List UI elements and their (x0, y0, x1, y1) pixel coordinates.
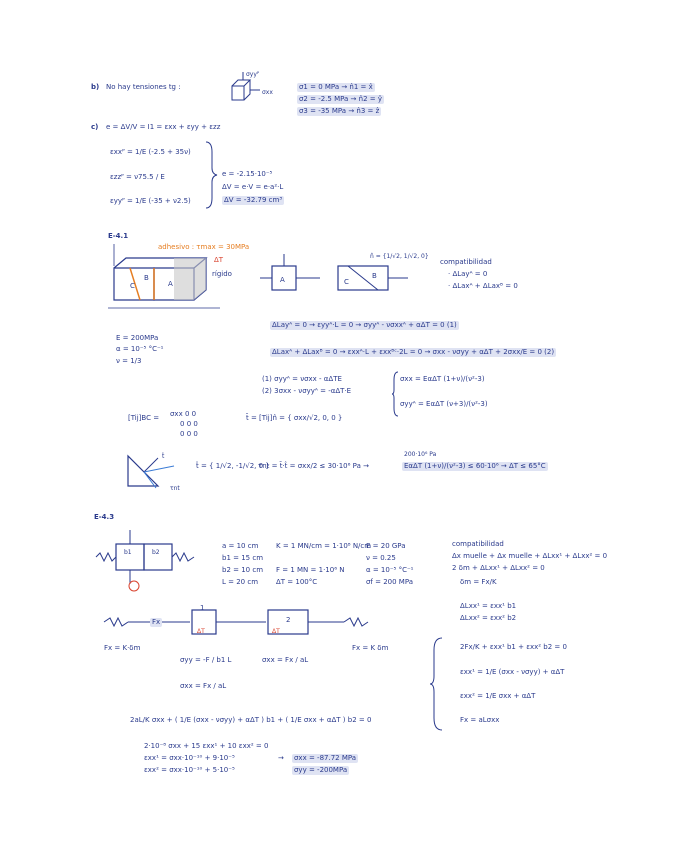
e43-block1-dT: ΔT (197, 628, 205, 635)
e43-p21: F = 1 MN = 1·10⁶ N (276, 566, 345, 574)
e41-tau-line: τnt = t̄·t̂ = σxx/2 ≤ 30·10⁶ Pa → (258, 462, 369, 470)
e41-block-diagram (100, 238, 240, 318)
e43-compat-2: δm = Fx/K (460, 578, 497, 586)
fbd-a: A (280, 276, 285, 284)
tensor-22: 0 (193, 430, 198, 438)
e41-rigid: rígido (212, 270, 232, 278)
e43-block1: 1 (200, 604, 205, 612)
e43-right-1: εxx¹ = 1/E (σxx - νσyy) + αΔT (460, 668, 565, 676)
result-dv2: ΔV = -32.79 cm³ (224, 196, 283, 204)
e41-adhesive: adhesivo : τmax = 30MPa (158, 243, 250, 251)
e41-param-alpha: α = 10⁻⁵ °C⁻¹ (116, 345, 164, 353)
tensor-01: 0 (184, 410, 190, 418)
e41-label-b: B (144, 274, 149, 282)
strain-xx: εxxᴾ = 1/E (-2.5 + 35ν) (110, 148, 191, 156)
e43-fk-left: Fx = K·δm (104, 644, 141, 652)
e43-p02: E = 20 GPa (366, 542, 406, 550)
e43-stress2-xx: σxx = Fx / aL (262, 656, 309, 664)
e41-tensor-label: [Tij]BC = (128, 414, 160, 422)
e43-right-0: 2Fx/K + εxx¹ b1 + εxx² b2 = 0 (460, 643, 567, 651)
e43-compat-4: ΔLxx² = εxx² b2 (460, 614, 517, 622)
e41-eq1: ΔLayᴬ = 0 → εyyᴬ·L = 0 → σyyᴬ - νσxxᴬ + αΔT = 0 (1) (272, 321, 457, 329)
e43-p01: K = 1 MN/cm = 1·10⁸ N/cm (276, 542, 372, 550)
section-b-eq1: σ1 = 0 MPa → n̂1 = x̂ (299, 83, 373, 91)
result-dv1: ΔV = e·V = e·a²·L (222, 183, 284, 191)
e43-final-0: 2·10⁻⁸ σxx + 15 εxx¹ + 10 εxx² = 0 (144, 742, 269, 750)
tensor-21: 0 (186, 430, 192, 438)
e43-stress1-yy: σyy = -F / b1 L (180, 656, 232, 664)
e41-pa: 200·10⁶ Pa (404, 451, 437, 458)
e41-param-nu: ν = 1/3 (116, 357, 142, 365)
tensor-11: 0 (186, 420, 192, 428)
e43-p12: ν = 0.25 (366, 554, 396, 562)
e41-compat-title: compatibilidad (440, 258, 492, 266)
e43-free-body-diagram (100, 606, 390, 640)
e41-param-E: E = 200MPa (116, 334, 159, 342)
e43-fk-right: Fx = K δm (352, 644, 389, 652)
e41-wedge-tnt: τnt (170, 485, 180, 492)
brace-icon (204, 140, 218, 210)
e43-p32: σf = 200 MPa (366, 578, 414, 586)
e41-tensor-r2 (180, 430, 198, 439)
e43-compat-1: 2 δm + ΔLxx¹ + ΔLxx² = 0 (452, 564, 545, 572)
e41-label-a: A (168, 280, 173, 288)
e43-p10: b1 = 15 cm (222, 554, 264, 562)
e43-b2: b2 (152, 549, 160, 556)
e41-label-c: C (130, 282, 135, 290)
e43-p20: b2 = 10 cm (222, 566, 264, 574)
fbd-c: C (344, 278, 349, 286)
e43-big-eq: 2aL/K σxx + ( 1/E (σxx - νσyy) + αΔT ) b1 + ( 1/E σxx + αΔT ) b2 = 0 (130, 716, 372, 724)
e43-compat-title: compatibilidad (452, 540, 504, 548)
e43-final-1: εxx¹ = σxx·10⁻¹⁰ + 9·10⁻⁵ (144, 754, 235, 762)
e43-p22: α = 10⁻⁵ °C⁻¹ (366, 566, 414, 574)
e41-tensor-r0 (170, 410, 196, 419)
e43-answer-yy: σyy = -200MPa (294, 766, 348, 774)
e41-wedge-t: t̂ (162, 453, 165, 460)
section-b-text: No hay tensiones tg : (106, 83, 181, 91)
tensor-10: 0 (180, 420, 185, 428)
e43-right-3: Fx = aLσxx (460, 716, 500, 724)
section-c-label: c) (91, 123, 99, 131)
e41-label: E-4.1 (108, 232, 129, 240)
result-e: e = -2.15·10⁻⁵ (222, 170, 273, 178)
section-b-eq3: σ3 = -35 MPa → n̂3 = ẑ (299, 107, 380, 115)
e43-compat-3: ΔLxx¹ = εxx¹ b1 (460, 602, 517, 610)
e41-brace-icon (392, 370, 400, 418)
tensor-12: 0 (193, 420, 198, 428)
e43-right-2: εxx² = 1/E σxx + αΔT (460, 692, 536, 700)
e43-p30: L = 20 cm (222, 578, 259, 586)
e41-sol1: σxx = EαΔT (1+ν)/(ν²-3) (400, 375, 485, 383)
strain-zz: εzzᴾ = ν75.5 / E (110, 173, 165, 181)
e43-block2: 2 (286, 616, 291, 624)
strain-yy: εyyᴾ = 1/E (-35 + ν2.5) (110, 197, 191, 205)
section-b-eq2: σ2 = -2.5 MPa → n̂2 = ŷ (299, 95, 382, 103)
e41-tensor-r1 (180, 420, 198, 429)
tensor-02: 0 (191, 410, 197, 418)
e43-assembly-diagram (94, 528, 204, 596)
e43-arrow: → (278, 754, 284, 762)
e43-block2-dT: ΔT (272, 628, 280, 635)
e41-t-label: t̂ = { 1/√2, -1/√2, 0 } (196, 462, 270, 470)
section-b-label: b) (91, 83, 100, 91)
section-b-syy: σyyᴾ (246, 71, 260, 78)
e43-compat-0: Δx muelle + Δx muelle + ΔLxx¹ + ΔLxx² = 0 (452, 552, 608, 560)
e41-sys1: (1) σyyᴬ = νσxx - αΔTE (262, 375, 342, 383)
e41-n-vec: n̂ = {1/√2, 1/√2, 0} (370, 253, 429, 260)
fbd-b: B (372, 272, 377, 280)
e43-stress1-xx: σxx = Fx / aL (180, 682, 227, 690)
e43-b1: b1 (124, 549, 132, 556)
e43-p31: ΔT = 100°C (276, 578, 318, 586)
e43-label: E-4.3 (94, 513, 115, 521)
e43-fx: Fx (152, 618, 161, 626)
e41-dT: ΔT (214, 256, 224, 264)
e41-eq2: ΔLaxᴬ + ΔLaxᴮ = 0 → εxxᴬ·L + εxxᴮᶜ·2L = 0 → σxx - νσyy + αΔT + 2σxx/E = 0 (2) (272, 348, 555, 356)
e41-sys2: (2) 3σxx - νσyyᴬ = -αΔT·E (262, 387, 352, 395)
tensor-00: σxx (170, 410, 183, 418)
e41-compat-2: · ΔLaxᴬ + ΔLaxᴮ = 0 (448, 282, 518, 290)
e41-final: EαΔT (1+ν)/(ν²-3) ≤ 60·10⁶ → ΔT ≤ 65°C (404, 462, 546, 470)
e43-answer-xx: σxx = -87.72 MPa (294, 754, 357, 762)
e43-p00: a = 10 cm (222, 542, 259, 550)
e41-sol2: σyyᴬ = EαΔT (ν+3)/(ν²-3) (400, 400, 488, 408)
e41-t-vec: t̄ = [Tij]n̂ = { σxx/√2, 0, 0 } (246, 414, 343, 422)
e41-compat-1: · ΔLayᴬ = 0 (448, 270, 488, 278)
section-c-header: e = ΔV/V = I1 = εxx + εyy + εzz (106, 123, 221, 131)
tensor-20: 0 (180, 430, 185, 438)
e43-final-2: εxx² = σxx·10⁻¹⁰ + 5·10⁻⁵ (144, 766, 235, 774)
e43-brace-icon (430, 636, 444, 732)
section-b-sxx: σxx (262, 89, 273, 96)
